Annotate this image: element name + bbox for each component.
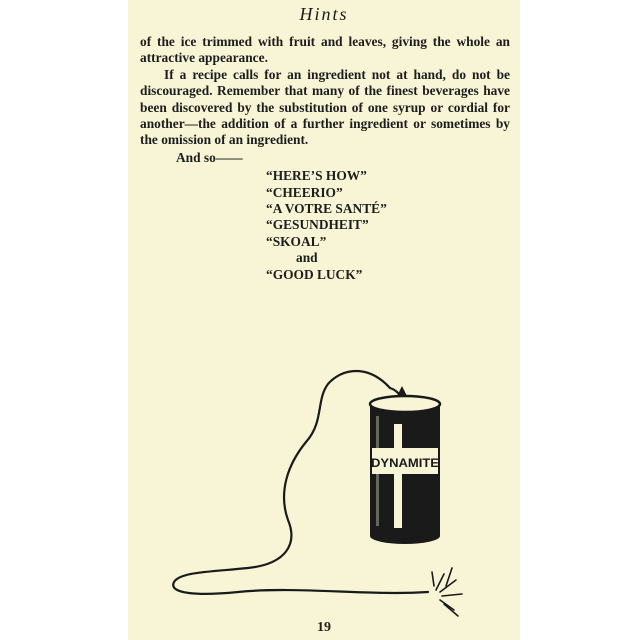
spark-icon [432,568,462,616]
running-head: Hints [299,4,349,24]
toast-item: “A VOTRE SANTÉ” [266,201,387,217]
toast-item: “CHEERIO” [266,184,343,200]
toast-item: “GOOD LUCK” [266,266,363,282]
book-page [128,0,520,640]
dynamite-stick [370,396,440,544]
toast-item: “SKOAL” [266,233,327,249]
toast-connector: and [296,250,318,266]
toast-list [266,168,510,283]
paragraph-and-so: And so—— [176,149,243,165]
body-text [140,34,510,283]
toast-item: “HERE’S HOW” [266,168,367,184]
dynamite-illustration [128,360,520,620]
dynamite-label: DYNAMITE [371,458,440,470]
paragraph-recipe-advice: If a recipe calls for an ingredient not at hand, do not be discouraged. Remember that many of the finest beverages have been discovered by the substitution of one syrup or cordial for another—the addition of a further ingredient or sometimes by the omission of an ingredient. [140,66,510,148]
toast-item: “GESUNDHEIT” [266,217,369,233]
page-number: 19 [317,620,331,635]
paragraph-continuation: of the ice trimmed with fruit and leaves, giving the whole an attractive appearance. [140,34,510,66]
